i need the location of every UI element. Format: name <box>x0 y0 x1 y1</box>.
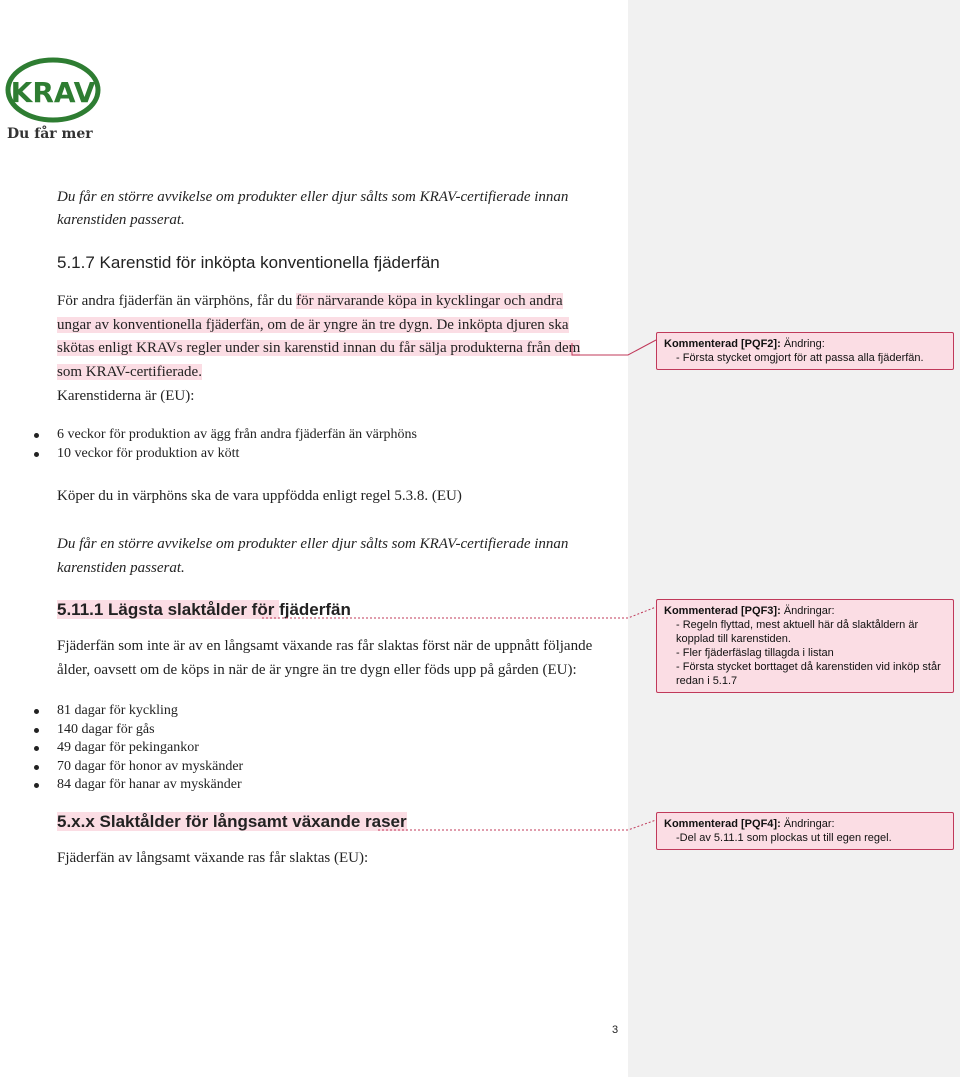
heading-text-part: fjäderfän <box>279 600 351 619</box>
comment-author: Kommenterad [PQF2]: <box>664 338 781 350</box>
page-number: 3 <box>612 1024 619 1036</box>
list-item: 81 dagar för kyckling <box>30 702 590 721</box>
varphons-paragraph: Köper du in värphöns ska de vara uppfödda enligt regel 5.3.8. (EU) <box>57 488 462 504</box>
heading-text-part[interactable]: 5.x.x Slaktålder för långsamt växande raser <box>57 812 407 831</box>
comment-pqf4[interactable] <box>656 812 954 850</box>
section-heading-5-x-x <box>57 812 407 832</box>
list-item: 10 veckor för produktion av kött <box>30 445 590 464</box>
karenstid-intro: Karenstiderna är (EU): <box>57 388 195 404</box>
section-5-11-1-paragraph: Fjäderfän som inte är av en långsamt växande ras får slaktas först när de uppnått följande ålder, oavsett om de köps in när de är yngre än tre dygn eller föds upp på gården (EU): <box>57 638 593 678</box>
section-heading-5-1-7: 5.1.7 Karenstid för inköpta konventionella fjäderfän <box>57 253 440 272</box>
comment-line: - Fler fjäderfäslag tillagda i listan <box>676 647 834 659</box>
comment-label: Ändring: <box>783 338 825 350</box>
comment-header <box>664 604 947 618</box>
slaktalder-list <box>30 702 590 795</box>
repeat-italic-text: Du får en större avvikelse om produkter eller djur sålts som KRAV-certifierade innan karenstiden passerat. <box>57 536 569 576</box>
section-5-x-x-paragraph: Fjäderfän av långsamt växande ras får slaktas (EU): <box>57 850 369 866</box>
comment-author: Kommenterad [PQF4]: <box>664 818 781 830</box>
comment-author: Kommenterad [PQF3]: <box>664 605 781 617</box>
comment-margin <box>628 0 960 1077</box>
comment-pqf3[interactable] <box>656 599 954 693</box>
highlighted-changed-text[interactable]: för närvarande köpa in kycklingar och andra ungar av konventionella fjäderfän, om de är yngre än tre dygn. De inköpta djuren ska skötas enligt KRAVs regler under sin karenstid innan du får sälja produkterna från dem som KRAV-certifierade. <box>57 293 581 380</box>
list-item: 49 dagar för pekingankor <box>30 739 590 758</box>
logo-tagline: Du får mer <box>7 126 93 142</box>
section-heading-5-11-1 <box>57 600 351 620</box>
comment-line: - Regeln flyttad, mest aktuell här då slaktåldern är kopplad till karenstiden. <box>676 619 919 645</box>
list-item: 70 dagar för honor av myskänder <box>30 758 590 777</box>
comment-line: -Del av 5.11.1 som plockas ut till egen regel. <box>676 832 892 844</box>
paragraph-text-part: För andra fjäderfän än värphöns, får du <box>57 293 297 309</box>
comment-header <box>664 817 947 831</box>
list-item: 140 dagar för gås <box>30 721 590 740</box>
intro-italic-text: Du får en större avvikelse om produkter eller djur sålts som KRAV-certifierade innan karenstiden passerat. <box>57 189 569 228</box>
comment-label: Ändringar: <box>783 818 835 830</box>
comment-label: Ändringar: <box>783 605 835 617</box>
comment-header <box>664 337 947 351</box>
heading-text-part[interactable]: 5.11.1 Lägsta slaktålder för <box>57 600 280 619</box>
karenstid-list <box>30 426 590 463</box>
section-5-1-7-paragraph <box>57 290 597 384</box>
list-item: 6 veckor för produktion av ägg från andra fjäderfän än värphöns <box>30 426 590 445</box>
krav-logo-text: KRAV <box>10 76 96 109</box>
list-item: 84 dagar för hanar av myskänder <box>30 776 590 795</box>
comment-line: - Första stycket borttaget då karenstiden vid inköp står redan i 5.1.7 <box>676 661 941 687</box>
comment-line: - Första stycket omgjort för att passa alla fjäderfän. <box>676 352 924 364</box>
comment-pqf2[interactable] <box>656 332 954 370</box>
